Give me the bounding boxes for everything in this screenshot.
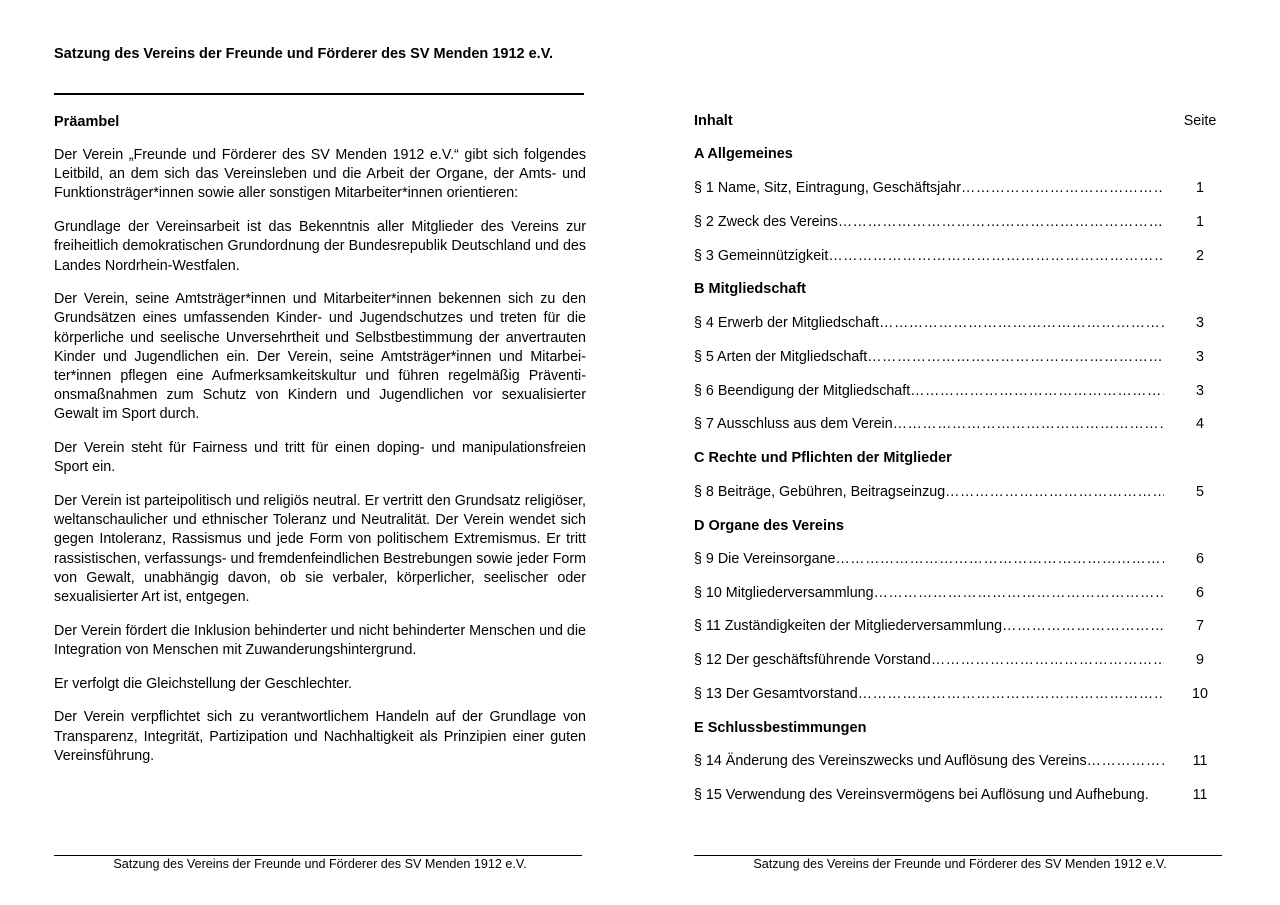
toc-entry[interactable] — [694, 212, 1222, 232]
toc-entry-page: 1 — [1196, 180, 1204, 196]
preamble-paragraph: Der Verein, seine Amtsträger*innen und Mitarbeiter*innen bekennen sich zu den Grundsätzen eines umfassenden Kinder- und Jugendschutzes und treten für die körperliche und seelische Unversehrtheit und Selbstbestimmung der anvertrauten Kinder und Jugendlichen ein. Der Verein, seine Amtsträger*innen und Mitarbeiter*innen pflegen eine Aufmerksamkeitskultur und führen regelmäßig Präventionsmaßnahmen zum Schutz von Kindern und Jugendlichen vor sexualisierter Gewalt im Sport durch. — [54, 291, 586, 423]
toc-entry-page: 1 — [1196, 214, 1204, 230]
toc-entry[interactable] — [694, 616, 1222, 636]
toc-entry-label: § 12 Der geschäftsführende Vorstand …………………………………………………………………………………………………………………………………………………… — [694, 650, 1164, 670]
toc-entry-page: 10 — [1192, 686, 1208, 702]
toc-entry-page: 11 — [1192, 753, 1208, 769]
toc-section-heading: B Mitgliedschaft — [694, 281, 806, 297]
toc-entry-label: § 8 Beiträge, Gebühren, Beitragseinzug …………………………………………………………………………………………………………………………………………………… — [694, 482, 1164, 502]
toc-entry-page: 2 — [1196, 248, 1204, 264]
toc-section-heading: D Organe des Vereins — [694, 518, 844, 534]
toc-entry-label: § 3 Gemeinnützigkeit …………………………………………………………………………………………………………………………………………………… — [694, 246, 1164, 266]
footer-divider — [694, 855, 1222, 856]
toc-section-heading: E Schlussbestimmungen — [694, 720, 867, 736]
toc-entry-page: 9 — [1196, 652, 1204, 668]
toc-entry[interactable] — [694, 785, 1222, 805]
toc-entry-label: § 6 Beendigung der Mitgliedschaft …………………………………………………………………………………………………………………………………………………… — [694, 381, 1164, 401]
preamble-paragraph: Der Verein verpflichtet sich zu verantwortlichem Handeln auf der Grundlage von Transparenz, Integrität, Partizipation und Nachhaltigkeit als Prinzipien einer guten Vereinsführung. — [54, 709, 586, 764]
toc-entry[interactable] — [694, 482, 1222, 502]
toc-entry[interactable] — [694, 246, 1222, 266]
footer-divider — [54, 855, 582, 856]
document-title: Satzung des Vereins der Freunde und Förderer des SV Menden 1912 e.V. — [54, 46, 554, 62]
toc-entry[interactable] — [694, 583, 1222, 603]
preamble-paragraph: Der Verein ist parteipolitisch und religiös neutral. Er vertritt den Grundsatz religiöser, weltanschaulicher und ethnischer Toleranz und Neutralität. Der Verein wendet sich gegen Intoleranz, Rassismus und jede Form von politischem Extremismus. Er tritt rassistischen, verfassungs- und fremdenfeindlichen Bestrebungen sowie jeder Form von Gewalt, unabhängig davon, ob sie verbaler, körperlicher, seelischer oder sexualisierter Art ist, entgegen. — [54, 493, 586, 606]
toc-entry-page: 4 — [1196, 416, 1204, 432]
toc-entry[interactable] — [694, 751, 1222, 771]
preamble-paragraph: Der Verein fördert die Inklusion behinderter und nicht behinderter Menschen und die Integration von Menschen mit Zuwanderungshintergrund. — [54, 622, 586, 658]
right-page — [694, 0, 1222, 905]
preamble-paragraph: Der Verein steht für Fairness und tritt für einen doping- und manipulationsfreien Sport ein. — [54, 440, 586, 476]
toc-entry-label: § 5 Arten der Mitgliedschaft …………………………………………………………………………………………………………………………………………………… — [694, 347, 1164, 367]
toc-entry[interactable] — [694, 650, 1222, 670]
toc-entry[interactable] — [694, 414, 1222, 434]
page-footer: Satzung des Vereins der Freunde und Förderer des SV Menden 1912 e.V. — [753, 857, 1167, 871]
toc-entry-page: 6 — [1196, 585, 1204, 601]
toc-entry-page: 7 — [1196, 618, 1204, 634]
toc-entry[interactable] — [694, 313, 1222, 333]
toc-entry-label: § 4 Erwerb der Mitgliedschaft …………………………………………………………………………………………………………………………………………………… — [694, 313, 1164, 333]
toc-entry-label: § 9 Die Vereinsorgane …………………………………………………………………………………………………………………………………………………… — [694, 549, 1164, 569]
toc-entry-page: 6 — [1196, 551, 1204, 567]
toc-entry-page: 3 — [1196, 315, 1204, 331]
toc-entry-label: § 1 Name, Sitz, Eintragung, Geschäftsjahr …………………………………………………………………………………………………………………………………………………… — [694, 178, 1164, 198]
toc-entry-label: § 10 Mitgliederversammlung …………………………………………………………………………………………………………………………………………………… — [694, 583, 1164, 603]
toc-entry[interactable] — [694, 178, 1222, 198]
toc-entry-label: § 13 Der Gesamtvorstand …………………………………………………………………………………………………………………………………………………… — [694, 684, 1164, 704]
toc-entry[interactable] — [694, 381, 1222, 401]
toc-entry[interactable] — [694, 684, 1222, 704]
title-divider — [54, 93, 584, 95]
toc-entry-label: § 14 Änderung des Vereinszwecks und Auflösung des Vereins …………………………………………………………………………………………………………………………………………………… — [694, 751, 1164, 771]
toc-entry-label: § 11 Zuständigkeiten der Mitgliederversammlung …………………………………………………………………………………………………………………………………………………… — [694, 616, 1164, 636]
toc-entry[interactable] — [694, 347, 1222, 367]
preamble-paragraph: Er verfolgt die Gleichstellung der Geschlechter. — [54, 675, 353, 692]
toc-section-heading: A Allgemeines — [694, 146, 793, 162]
preamble-heading: Präambel — [54, 114, 120, 130]
toc-entry-page: 3 — [1196, 349, 1204, 365]
toc-entry-page: 5 — [1196, 484, 1204, 500]
toc-entry-label: § 2 Zweck des Vereins …………………………………………………………………………………………………………………………………………………… — [694, 212, 1164, 232]
page-column-heading: Seite — [1183, 113, 1217, 129]
preamble-body — [54, 146, 586, 780]
preamble-paragraph: Der Verein „Freunde und Förderer des SV Menden 1912 e.V.“ gibt sich folgendes Leitbild, an dem sich das Vereinsleben und die Arbeit der Organe, der Amts- und Funktionsträger*innen sowie aller sonstigen Mitarbeiter*innen orientieren: — [54, 147, 586, 202]
toc-entry[interactable] — [694, 549, 1222, 569]
toc-entry-label: § 15 Verwendung des Vereinsvermögens bei Auflösung und Aufhebung. — [694, 787, 1149, 803]
toc-heading: Inhalt — [694, 113, 733, 129]
preamble-paragraph: Grundlage der Vereinsarbeit ist das Bekenntnis aller Mitglieder des Vereins zur freiheitlich demokratischen Grundordnung der Bundesrepublik Deutschland und des Landes Nordrhein-Westfalen. — [54, 219, 586, 274]
toc-entry-page: 11 — [1192, 787, 1208, 803]
toc-entry-page: 3 — [1196, 383, 1204, 399]
toc-entry-label: § 7 Ausschluss aus dem Verein …………………………………………………………………………………………………………………………………………………… — [694, 414, 1164, 434]
left-page — [54, 0, 586, 905]
page-footer: Satzung des Vereins der Freunde und Förderer des SV Menden 1912 e.V. — [113, 857, 527, 871]
toc-section-heading: C Rechte und Pflichten der Mitglieder — [694, 450, 952, 466]
